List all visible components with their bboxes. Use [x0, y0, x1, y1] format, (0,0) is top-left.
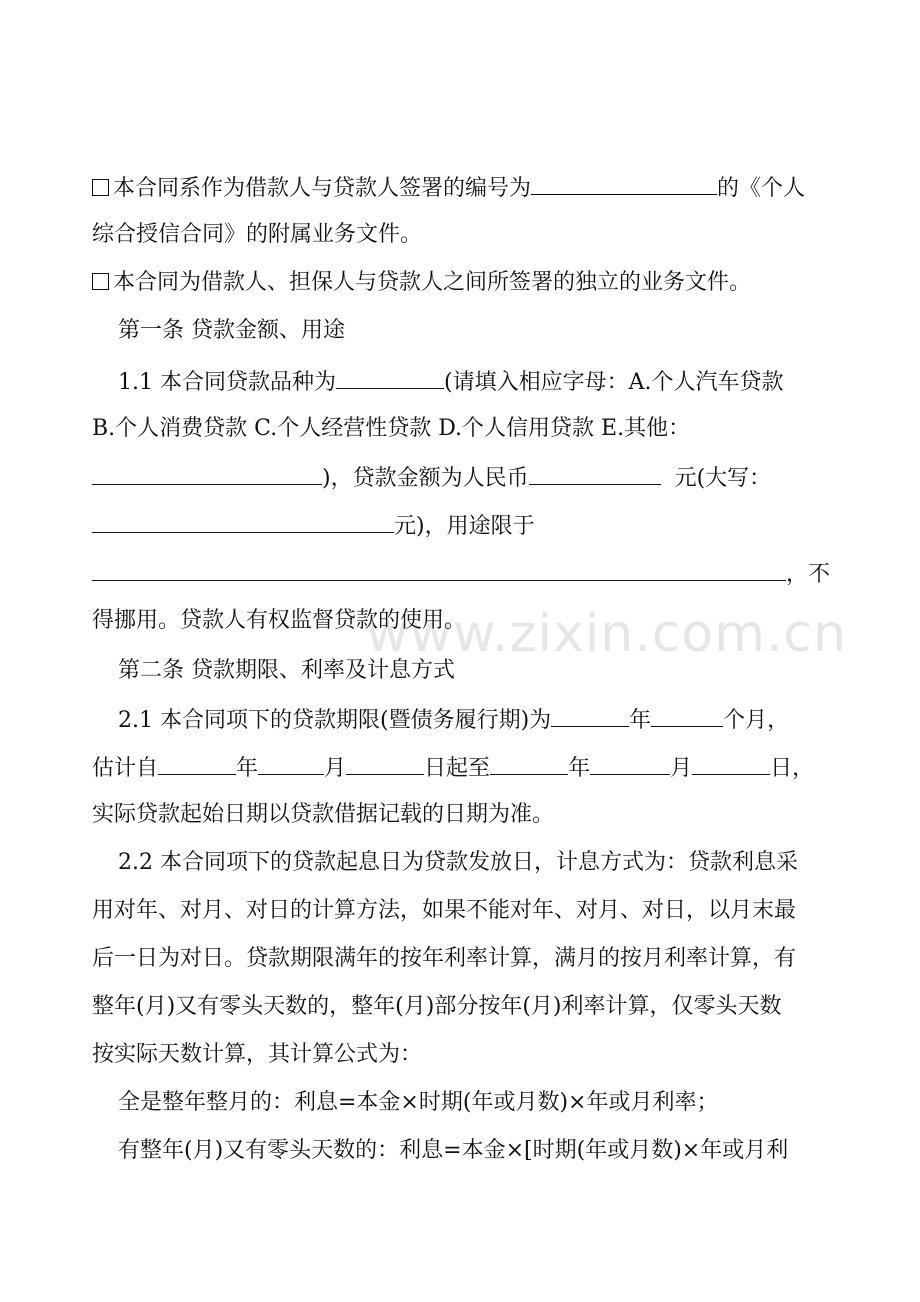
watermark-text: www.zixin.com.cn	[366, 604, 847, 664]
clause-1-1-line-6: 得挪用。贷款人有权监督贷款的使用。	[92, 608, 467, 633]
clause-2-2-line-3: 后一日为对日。贷款期限满年的按年利率计算，满月的按月利率计算，有	[92, 946, 797, 971]
text-l5b: (请填入相应字母：A.个人汽车贷款	[443, 370, 784, 395]
text-l7b: 元(大写：	[674, 466, 772, 491]
text-l13g: 日，	[770, 756, 815, 781]
article-1-heading: 第一条 贷款金额、用途	[118, 318, 345, 343]
blank-other-type[interactable]	[92, 462, 322, 485]
blank-end-day[interactable]	[692, 752, 770, 775]
blank-loan-purpose[interactable]	[92, 558, 786, 581]
clause-2-1-line-3: 实际贷款起始日期以贷款借据记载的日期为准。	[92, 802, 555, 827]
clause-1-1-line-2: B.个人消费贷款 C.个人经营性贷款 D.个人信用贷款 E.其他：	[92, 416, 691, 441]
text-l13c: 月	[324, 756, 347, 781]
text-line-2: 综合授信合同》的附属业务文件。	[92, 222, 423, 247]
blank-start-day[interactable]	[346, 752, 424, 775]
formula-partial-periods: 有整年(月)又有零头天数的：利息=本金×[时期(年或月数)×年或月利	[118, 1138, 789, 1163]
text-l13f: 月	[670, 756, 693, 781]
article-2-heading: 第二条 贷款期限、利率及计息方式	[118, 658, 455, 683]
blank-loan-type[interactable]	[336, 366, 444, 389]
blank-end-year[interactable]	[490, 752, 568, 775]
text-l13e: 年	[568, 756, 591, 781]
clause-2-2-line-2: 用对年、对月、对日的计算方法，如果不能对年、对月、对日，以月末最	[92, 898, 797, 923]
text-l13a: 估计自	[92, 756, 159, 781]
clause-2-2-line-4: 整年(月)又有零头天数的，整年(月)部分按年(月)利率计算，仅零头天数	[92, 994, 782, 1019]
blank-end-month[interactable]	[590, 752, 670, 775]
text-l1b: 的《个人	[717, 176, 806, 201]
blank-amount-uppercase[interactable]	[92, 510, 394, 533]
text-l12a: 2.1 本合同项下的贷款期限(暨债务履行期)为	[118, 708, 552, 733]
clause-1-1-line-3	[92, 462, 771, 494]
clause-2-2-line-1: 2.2 本合同项下的贷款起息日为贷款发放日，计息方式为：贷款利息采	[118, 850, 798, 875]
text-l9a: ，不	[786, 562, 831, 587]
checkbox-attached-doc[interactable]	[92, 179, 109, 196]
text-l8a: 元)，用途限于	[394, 514, 535, 539]
blank-term-years[interactable]	[551, 704, 629, 727]
clause-1-1-line-1	[118, 366, 783, 398]
clause-2-1-line-2	[92, 752, 814, 784]
checkbox-independent-doc[interactable]	[92, 273, 109, 290]
clause-2-2-line-5: 按实际天数计算，其计算公式为：	[92, 1042, 423, 1067]
text-l12c: 个月，	[723, 708, 790, 733]
text-l1a: 本合同系作为借款人与贷款人签署的编号为	[113, 176, 532, 201]
clause-1-1-line-4	[92, 510, 535, 542]
text-l3: 本合同为借款人、担保人与贷款人之间所签署的独立的业务文件。	[113, 270, 752, 295]
formula-full-periods: 全是整年整月的：利息=本金×时期(年或月数)×年或月利率；	[118, 1090, 719, 1115]
blank-amount-rmb[interactable]	[529, 462, 661, 485]
blank-start-month[interactable]	[258, 752, 324, 775]
text-l13b: 年	[236, 756, 259, 781]
text-l7a: )，贷款金额为人民币	[322, 466, 529, 491]
blank-start-year[interactable]	[158, 752, 236, 775]
blank-term-months[interactable]	[651, 704, 723, 727]
text-l13d: 日起至	[424, 756, 491, 781]
option-attached-doc	[92, 172, 805, 204]
text-l5a: 1.1 本合同贷款品种为	[118, 370, 336, 395]
clause-2-1-line-1	[118, 704, 789, 736]
clause-1-1-line-5	[92, 558, 830, 590]
blank-contract-number[interactable]	[531, 172, 717, 195]
text-l12b: 年	[629, 708, 652, 733]
option-independent-doc	[92, 268, 751, 298]
